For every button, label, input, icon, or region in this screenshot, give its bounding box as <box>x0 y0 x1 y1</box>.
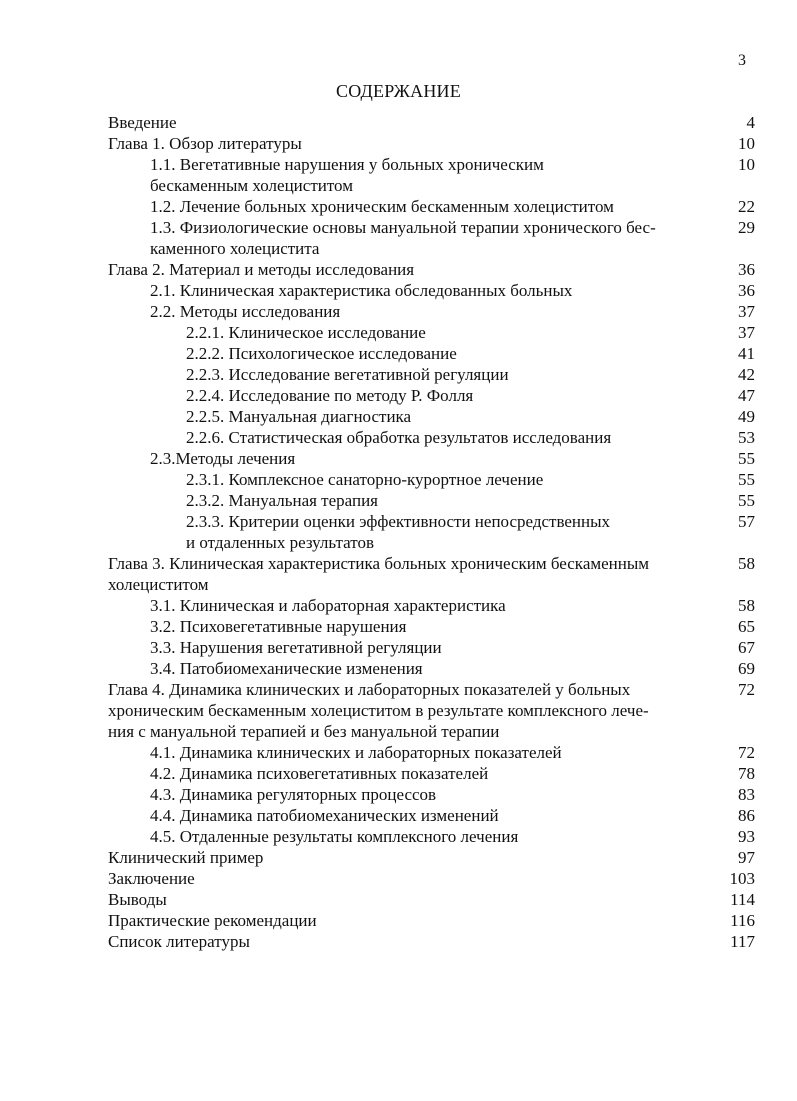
toc-entry-page: 67 <box>738 638 755 657</box>
toc-entry-page: 22 <box>738 197 755 216</box>
toc-entry-label: 4.1. Динамика клинических и лабораторных показателей <box>150 743 562 762</box>
toc-entry-page: 36 <box>738 281 755 300</box>
toc-entry-section-4-2 <box>0 763 797 784</box>
toc-entry-label: 2.2.2. Психологическое исследование <box>186 344 457 363</box>
toc-entry-chapter-3 <box>0 553 797 595</box>
toc-entry-label: Практические рекомендации <box>108 911 317 930</box>
toc-entry-page: 78 <box>738 764 755 783</box>
toc-entry-section-3-1 <box>0 595 797 616</box>
toc-entry-page: 65 <box>738 617 755 636</box>
toc-entry-label: 2.2. Методы исследования <box>150 302 341 321</box>
toc-entry-section-4-4 <box>0 805 797 826</box>
toc-entry-label: Введение <box>108 113 177 132</box>
toc-entry-page: 10 <box>738 155 755 174</box>
toc-entry-page: 93 <box>738 827 755 846</box>
toc-entry-section-2-2-5 <box>0 406 797 427</box>
toc-entry-label: 1.2. Лечение больных хроническим бескаменным холециститом <box>150 197 614 216</box>
toc-entry-recommendations <box>0 910 797 931</box>
toc-entry-page: 55 <box>738 491 755 510</box>
toc-entry-page: 86 <box>738 806 755 825</box>
toc-entry-label: 1.3. Физиологические основы мануальной терапии хронического бес- каменного холецистита <box>150 218 656 258</box>
toc-entry-page: 58 <box>738 554 755 573</box>
toc-entry-label: 2.2.4. Исследование по методу Р. Фолля <box>186 386 474 405</box>
toc-entry-section-3-2 <box>0 616 797 637</box>
toc-entry-section-1-1 <box>0 154 797 196</box>
toc-entry-page: 83 <box>738 785 755 804</box>
toc-entry-page: 41 <box>738 344 755 363</box>
toc-entry-section-2-2-3 <box>0 364 797 385</box>
toc-entry-page: 58 <box>738 596 755 615</box>
toc-entry-label: 3.3. Нарушения вегетативной регуляции <box>150 638 442 657</box>
toc-entry-page: 53 <box>738 428 755 447</box>
toc-entry-conclusion <box>0 868 797 889</box>
toc-entry-page: 72 <box>738 743 755 762</box>
toc-entry-section-1-3 <box>0 217 797 259</box>
toc-entry-page: 117 <box>730 932 755 951</box>
toc-entry-page: 57 <box>738 512 755 531</box>
toc-entry-page: 42 <box>738 365 755 384</box>
page-number: 3 <box>738 52 746 69</box>
toc-entry-label: Заключение <box>108 869 195 888</box>
toc-entry-label: 2.2.1. Клиническое исследование <box>186 323 426 342</box>
toc-entry-section-4-3 <box>0 784 797 805</box>
toc-entry-section-2-2 <box>0 301 797 322</box>
toc-entry-label: 3.4. Патобиомеханические изменения <box>150 659 423 678</box>
toc-entry-label: 2.3.3. Критерии оценки эффективности непосредственных и отдаленных результатов <box>186 512 611 552</box>
toc-entry-label: 2.2.3. Исследование вегетативной регуляции <box>186 365 509 384</box>
toc-entry-label: 2.3.2. Мануальная терапия <box>186 491 378 510</box>
toc-entry-page: 29 <box>738 218 755 237</box>
toc-entry-page: 114 <box>730 890 755 909</box>
toc-entry-label: 2.1. Клиническая характеристика обследованных больных <box>150 281 573 300</box>
toc-entry-section-2-2-1 <box>0 322 797 343</box>
toc-entry-section-2-3-3 <box>0 511 797 553</box>
toc-entry-section-2-1 <box>0 280 797 301</box>
toc-entry-page: 4 <box>746 113 755 132</box>
toc-entry-label: 2.3.1. Комплексное санаторно-курортное лечение <box>186 470 544 489</box>
toc-entry-section-4-5 <box>0 826 797 847</box>
toc-entry-label: 2.2.6. Статистическая обработка результатов исследования <box>186 428 612 447</box>
toc-entry-label: Глава 3. Клиническая характеристика больных хроническим бескаменным холециститом <box>108 554 650 594</box>
toc-entry-page: 36 <box>738 260 755 279</box>
toc-entry-page: 116 <box>730 911 755 930</box>
toc-entry-page: 10 <box>738 134 755 153</box>
toc-entry-section-2-2-2 <box>0 343 797 364</box>
toc-entry-references <box>0 931 797 952</box>
toc-entry-section-2-3 <box>0 448 797 469</box>
toc-entry-page: 72 <box>738 680 755 699</box>
toc-entry-section-2-2-6 <box>0 427 797 448</box>
toc-entry-label: Глава 2. Материал и методы исследования <box>108 260 415 279</box>
toc-entry-clinical-example <box>0 847 797 868</box>
toc-entry-label: 3.1. Клиническая и лабораторная характеристика <box>150 596 506 615</box>
toc-entry-label: Глава 1. Обзор литературы <box>108 134 302 153</box>
toc-entry-findings <box>0 889 797 910</box>
toc-title: СОДЕРЖАНИЕ <box>336 81 461 101</box>
toc-entry-page: 55 <box>738 449 755 468</box>
toc-entry-label: 2.2.5. Мануальная диагностика <box>186 407 412 426</box>
toc-entry-introduction <box>0 112 797 133</box>
toc-entry-page: 37 <box>738 323 755 342</box>
toc-entry-page: 103 <box>729 869 755 888</box>
toc-entry-page: 49 <box>738 407 755 426</box>
table-of-contents <box>0 112 797 952</box>
toc-entry-label: 1.1. Вегетативные нарушения у больных хроническим бескаменным холециститом <box>150 155 544 195</box>
toc-entry-section-3-3 <box>0 637 797 658</box>
toc-entry-chapter-2 <box>0 259 797 280</box>
toc-entry-label: 2.3.Методы лечения <box>150 449 296 468</box>
toc-entry-page: 97 <box>738 848 755 867</box>
toc-entry-page: 47 <box>738 386 755 405</box>
toc-entry-label: 4.3. Динамика регуляторных процессов <box>150 785 437 804</box>
toc-entry-label: Список литературы <box>108 932 250 951</box>
toc-entry-section-4-1 <box>0 742 797 763</box>
toc-entry-page: 55 <box>738 470 755 489</box>
toc-entry-label: Глава 4. Динамика клинических и лабораторных показателей у больных хроническим бескаменным холециститом в результате комплексного лече- ния с мануальной терапией и без мануальной терапии <box>108 680 649 741</box>
toc-entry-label: Клинический пример <box>108 848 264 867</box>
toc-entry-section-1-2 <box>0 196 797 217</box>
toc-entry-section-2-3-1 <box>0 469 797 490</box>
toc-entry-section-3-4 <box>0 658 797 679</box>
toc-entry-section-2-3-2 <box>0 490 797 511</box>
toc-entry-section-2-2-4 <box>0 385 797 406</box>
toc-entry-label: 3.2. Психовегетативные нарушения <box>150 617 407 636</box>
toc-entry-chapter-1 <box>0 133 797 154</box>
toc-entry-page: 37 <box>738 302 755 321</box>
toc-entry-page: 69 <box>738 659 755 678</box>
toc-entry-label: 4.5. Отдаленные результаты комплексного лечения <box>150 827 519 846</box>
toc-entry-label: 4.4. Динамика патобиомеханических изменений <box>150 806 499 825</box>
toc-entry-chapter-4 <box>0 679 797 742</box>
toc-entry-label: 4.2. Динамика психовегетативных показателей <box>150 764 489 783</box>
toc-entry-label: Выводы <box>108 890 167 909</box>
